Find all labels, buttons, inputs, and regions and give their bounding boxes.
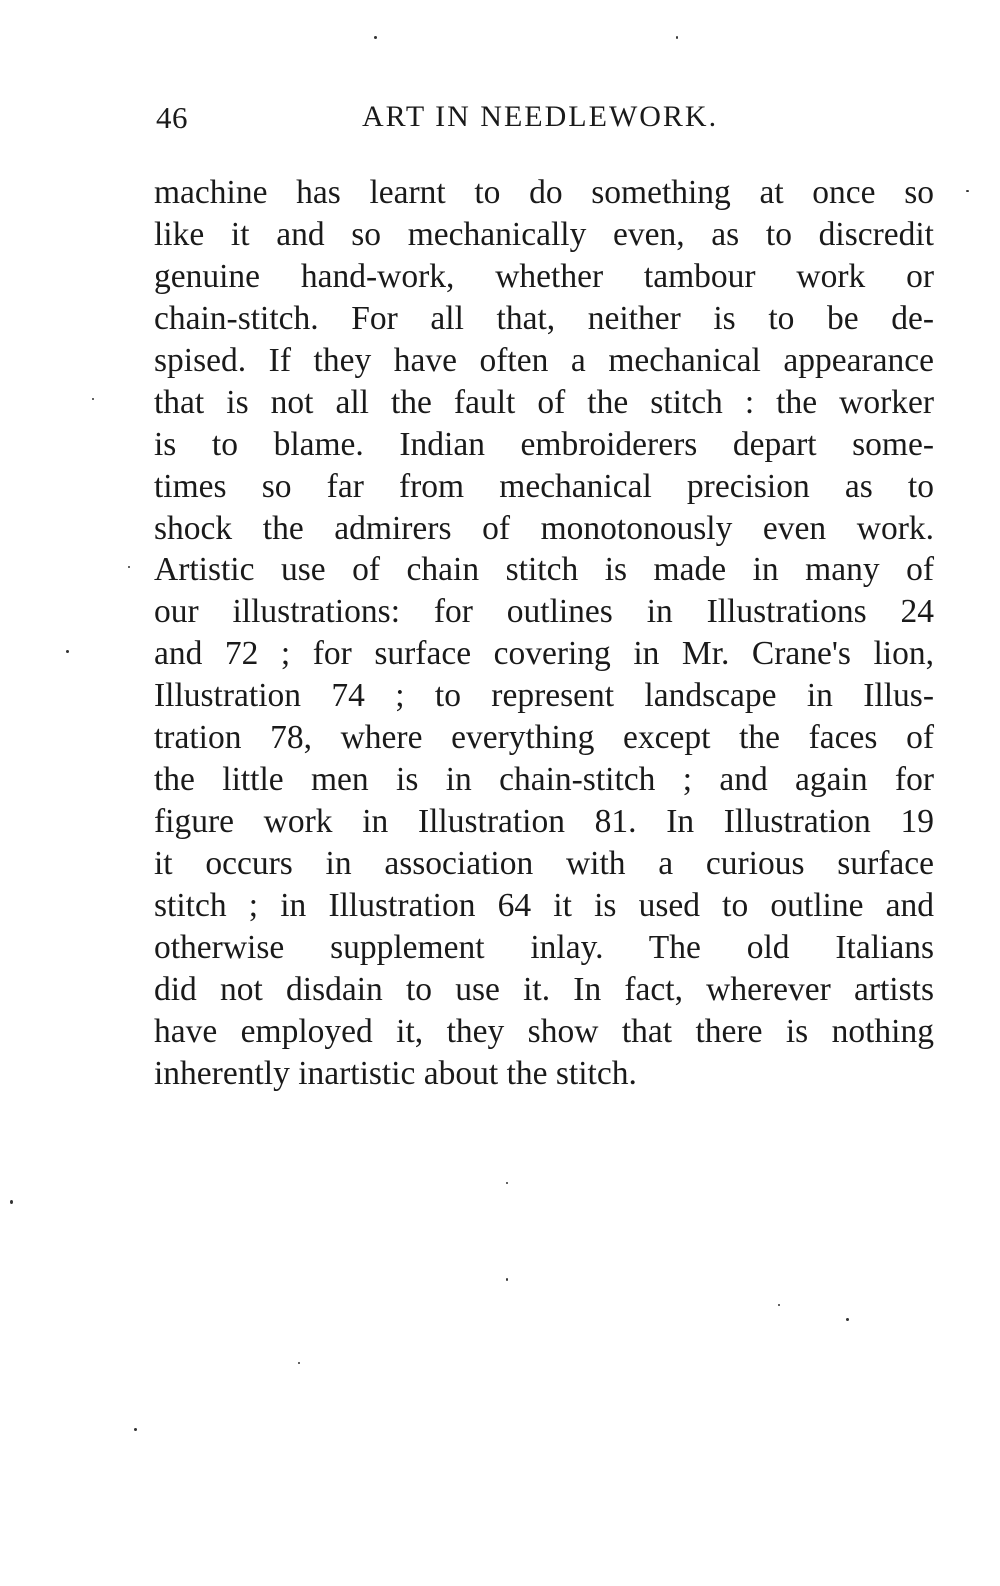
text-line: have employed it, they show that there is nothing: [154, 1012, 934, 1050]
text-line: Illustration 74 ; to represent landscape in Illus-: [154, 677, 934, 715]
text-line: shock the admirers of monotonously even work.: [154, 509, 934, 547]
text-line: spised. If they have often a mechanical appearance: [154, 341, 934, 379]
scan-speck: [128, 566, 130, 568]
scan-speck: [676, 36, 678, 39]
text-line: like it and so mechanically even, as to discredit: [154, 215, 934, 253]
text-line: machine has learnt to do something at once so: [154, 174, 934, 211]
text-line: it occurs in association with a curious surface: [154, 845, 934, 882]
text-line: and 72 ; for surface covering in Mr. Crane's lion,: [154, 635, 934, 673]
text-line: tration 78, where everything except the faces of: [154, 719, 934, 757]
text-line: is to blame. Indian embroiderers depart some-: [154, 425, 934, 463]
text-line: genuine hand-work, whether tambour work or: [154, 257, 934, 295]
text-line: chain-stitch. For all that, neither is to be de-: [154, 299, 934, 337]
scan-speck: [966, 190, 969, 192]
text-line: otherwise supplement inlay. The old Italians: [154, 928, 934, 966]
text-line: times so far from mechanical precision as to: [154, 467, 934, 505]
running-head: [156, 100, 936, 144]
running-title: ART IN NEEDLEWORK.: [362, 100, 719, 133]
scan-speck: [506, 1278, 508, 1281]
body-paragraph: [154, 172, 934, 1095]
text-line: did not disdain to use it. In fact, wherever artists: [154, 970, 934, 1008]
text-line: figure work in Illustration 81. In Illustration 19: [154, 803, 934, 841]
scan-speck: [134, 1428, 137, 1431]
scan-speck: [298, 1362, 300, 1364]
text-line: our illustrations: for outlines in Illustrations 24: [154, 593, 934, 631]
page-number: 46: [156, 100, 188, 135]
text-line: Artistic use of chain stitch is made in many of: [154, 551, 934, 589]
text-line: the little men is in chain-stitch ; and again for: [154, 761, 934, 799]
scan-speck: [506, 1182, 508, 1184]
text-line: that is not all the fault of the stitch : the worker: [154, 383, 934, 421]
scan-speck: [846, 1318, 849, 1321]
scan-speck: [92, 398, 94, 400]
scan-speck: [778, 1304, 780, 1306]
scan-speck: [374, 36, 377, 39]
scan-speck: [66, 650, 69, 653]
text-line: stitch ; in Illustration 64 it is used to outline and: [154, 886, 934, 924]
text-line: inherently inartistic about the stitch.: [154, 1054, 637, 1092]
scan-speck: [10, 1200, 13, 1204]
